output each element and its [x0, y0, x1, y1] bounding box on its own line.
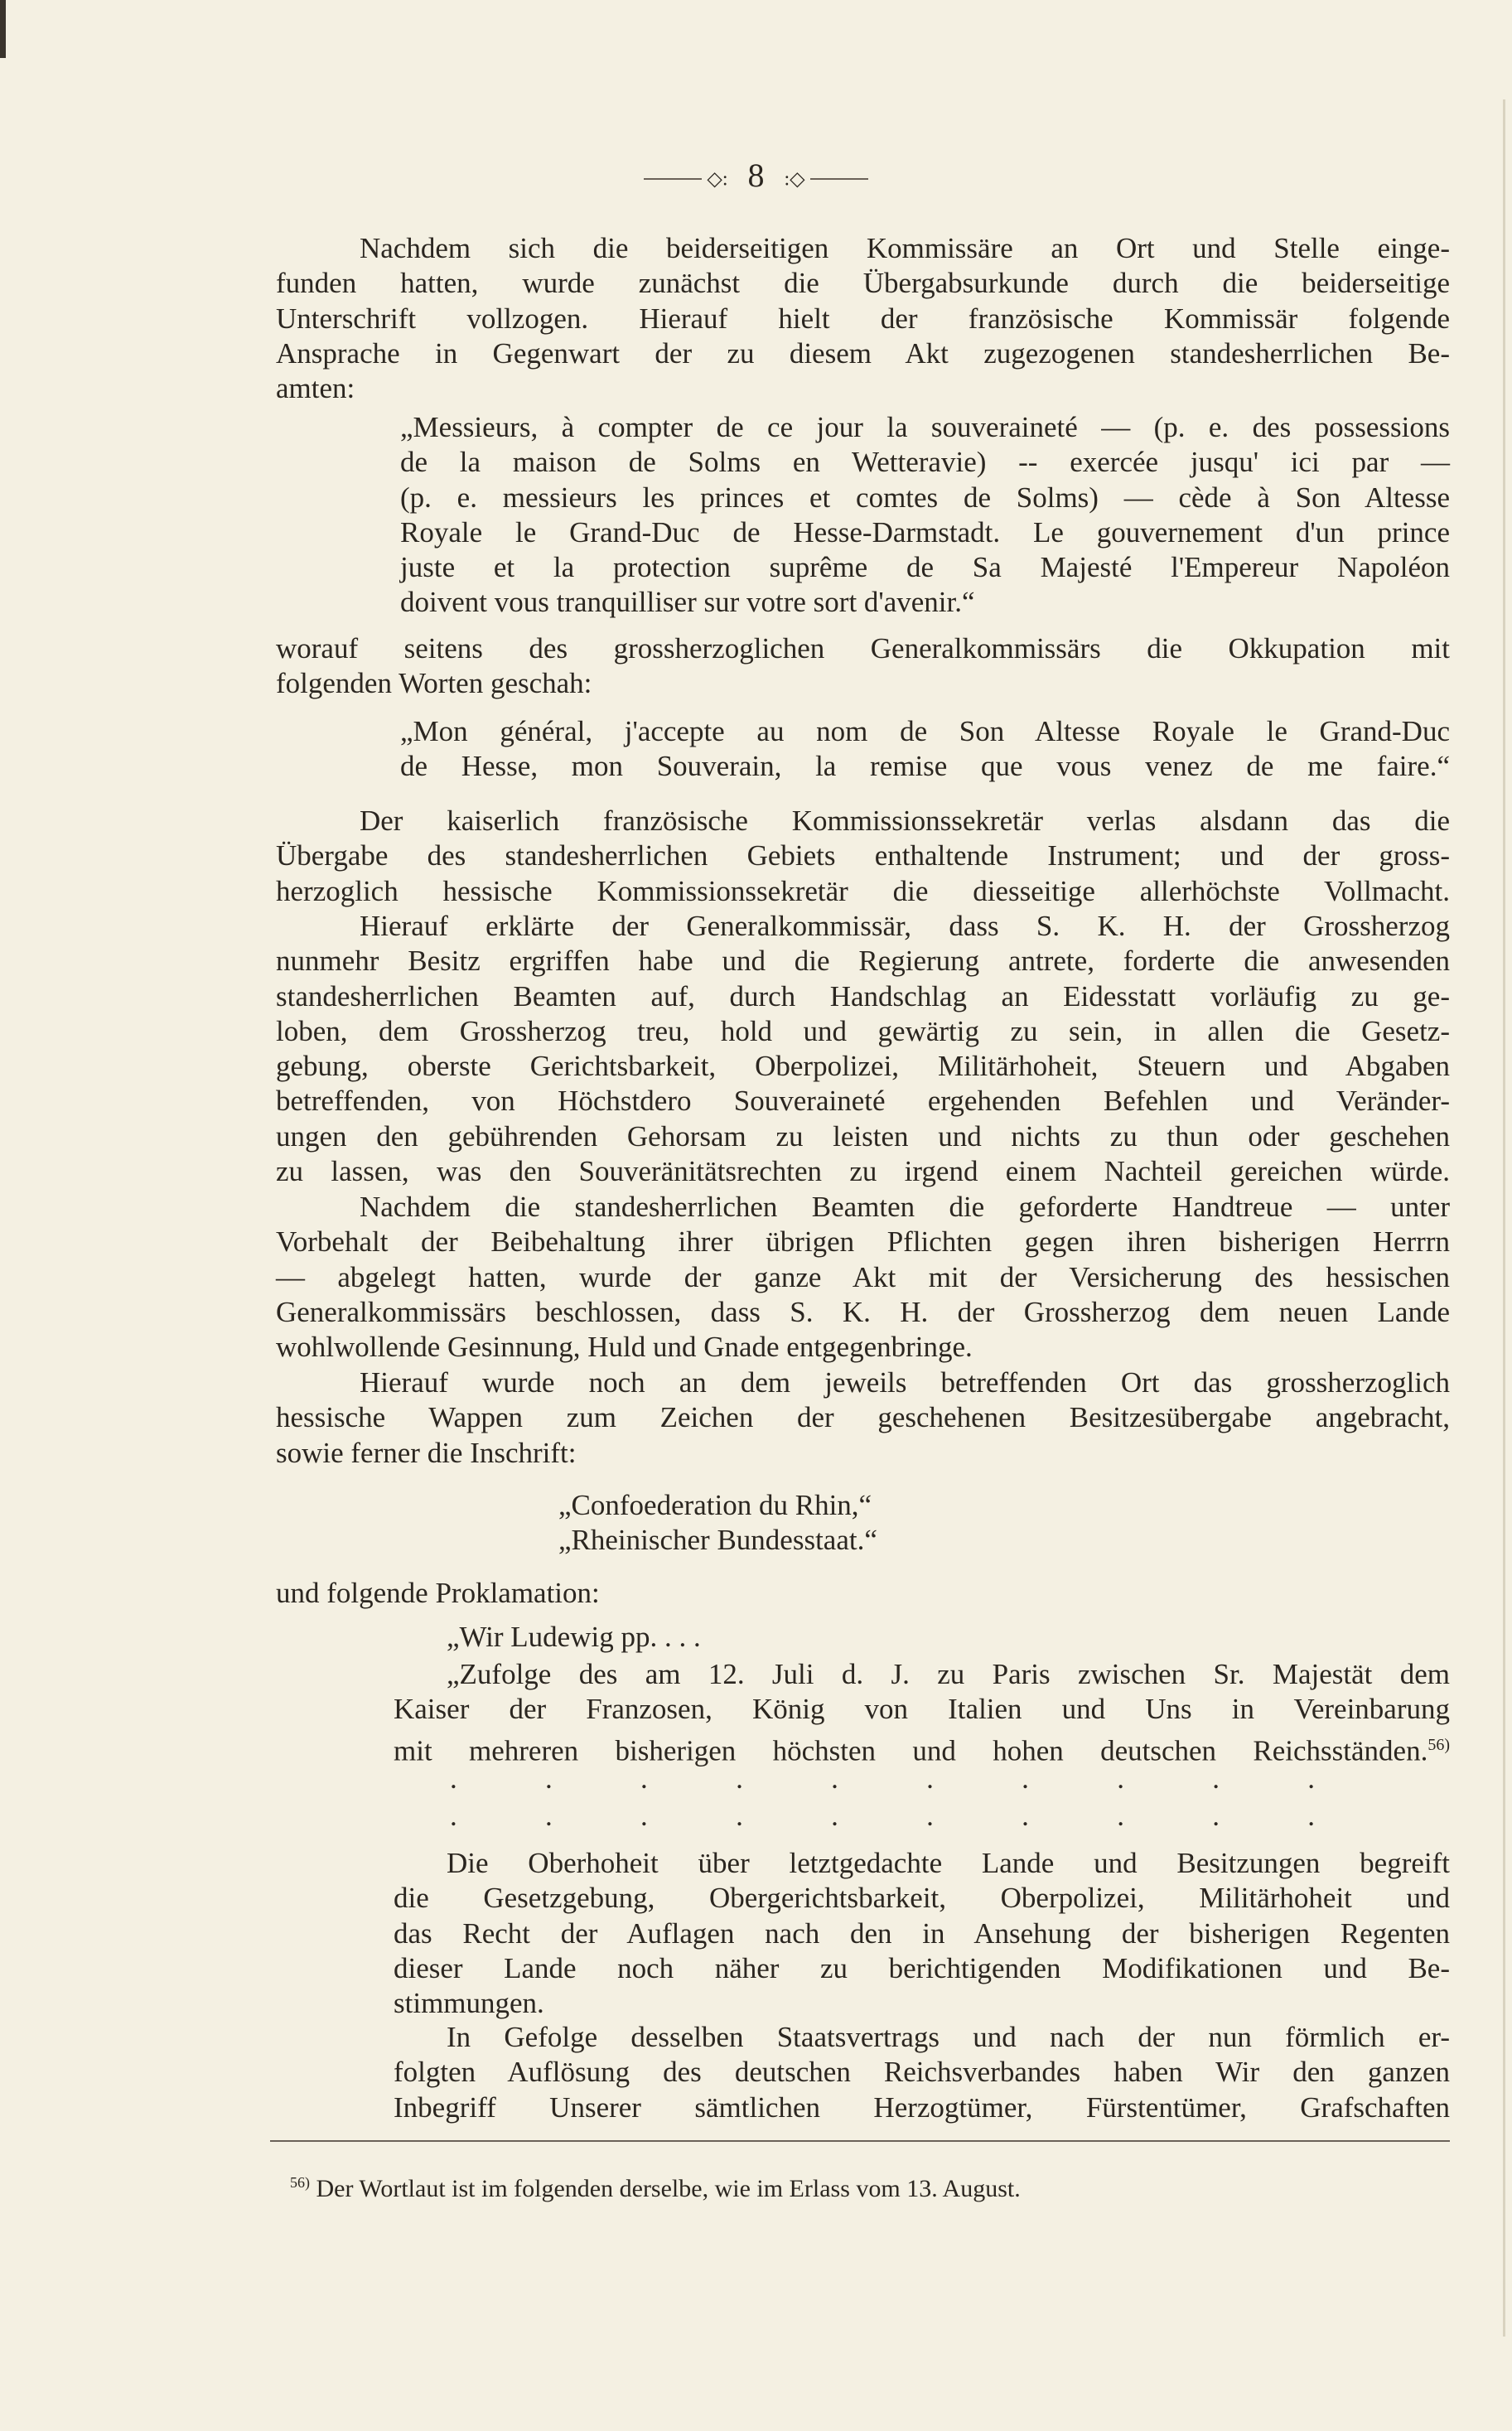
text-line: [400, 515, 1450, 550]
footnote-reference[interactable]: 56): [1427, 1735, 1450, 1754]
text-line: [400, 481, 1450, 515]
line-text: de Hesse, mon Souverain, la remise que vous venez de me faire.“: [400, 750, 1450, 783]
proclamation-opening: [394, 1620, 1450, 1655]
paragraph-5: [276, 1190, 1450, 1365]
text-line: [394, 1657, 1450, 1692]
text-line: [276, 1119, 1450, 1154]
line-text: Hierauf erklärte der Generalkommissär, dass S. K. H. der Grossherzog: [360, 910, 1450, 942]
line-text: loben, dem Grossherzog treu, hold und gewärtig zu sein, in allen die Gesetz-: [276, 1014, 1450, 1047]
text-line: [394, 1881, 1450, 1916]
line-text: „Wir Ludewig pp. . . .: [447, 1621, 701, 1653]
paragraph-2: [276, 631, 1450, 702]
proclamation-text: [394, 1657, 1450, 1767]
text-line: [276, 1365, 1450, 1400]
paragraph-4: [276, 909, 1450, 1189]
line-text: das Recht der Auflagen nach den in Ansehung der bisherigen Regenten: [394, 1916, 1450, 1950]
line-text: Nachdem sich die beiderseitigen Kommissäre an Ort und Stelle einge-: [360, 232, 1450, 264]
text-line: [394, 2055, 1450, 2090]
ornament-right: :◇: [784, 168, 805, 191]
text-line: [276, 371, 1450, 406]
text-line: [276, 1084, 1450, 1119]
text-line: [394, 1916, 1450, 1951]
paragraph-1: [276, 231, 1450, 406]
text-line: [276, 1436, 1450, 1471]
paragraph-3: [276, 804, 1450, 909]
text-line: [276, 874, 1450, 909]
text-line: [394, 1728, 1450, 1767]
text-line: [276, 1295, 1450, 1330]
text-line: [394, 2090, 1450, 2125]
text-line: [394, 1846, 1450, 1881]
line-text: standesherrlichen Beamten auf, durch Handschlag an Eidesstatt vorläufig zu ge-: [276, 979, 1450, 1013]
text-line: [558, 1488, 1221, 1523]
line-text: „Zufolge des am 12. Juli d. J. zu Paris zwischen Sr. Majestät dem: [447, 1658, 1450, 1690]
text-line: [276, 944, 1450, 979]
line-text: nunmehr Besitz ergriffen habe und die Regierung antrete, forderte die anwesenden: [276, 945, 1450, 978]
paragraph-8: [394, 1846, 1450, 2021]
ornament-left: ◇:: [707, 168, 728, 191]
footnote-rule: [270, 2140, 1450, 2142]
line-text: worauf seitens des grossherzoglichen Generalkommissärs die Okkupation mit: [276, 632, 1450, 665]
page-header: [0, 156, 1512, 195]
line-text: „Mon général, j'accepte au nom de Son Altesse Royale le Grand-Duc: [400, 715, 1450, 747]
line-text: folgten Auflösung des deutschen Reichsverbandes haben Wir den ganzen: [394, 2056, 1450, 2089]
text-line: [276, 1225, 1450, 1259]
text-line: [276, 1154, 1450, 1189]
line-text: folgenden Worten geschah:: [276, 667, 592, 700]
header-rule: [644, 178, 702, 180]
line-text: die Gesetzgebung, Obergerichtsbarkeit, Oberpolizei, Militärhoheit und: [394, 1882, 1450, 1915]
line-text: wohlwollende Gesinnung, Huld und Gnade entgegenbringe.: [276, 1331, 973, 1364]
text-line: [276, 1330, 1450, 1365]
page-edge-right: [1503, 99, 1505, 2337]
text-line: [276, 302, 1450, 336]
ellipsis-row: . . . . . . . . . .: [450, 1762, 1315, 1795]
line-text: betreffenden, von Höchstdero Souveraineté ergehenden Befehlen und Veränder-: [276, 1085, 1450, 1118]
text-line: [400, 714, 1450, 749]
line-text: de la maison de Solms en Wetteravie) -- exercée jusqu' ici par —: [400, 446, 1450, 479]
text-line: [276, 1260, 1450, 1295]
line-text: Die Oberhoheit über letztgedachte Lande und Besitzungen begreift: [447, 1847, 1450, 1879]
text-line: [276, 666, 1450, 701]
text-line: [276, 804, 1450, 839]
line-text: doivent vous tranquilliser sur votre sort d'avenir.“: [400, 586, 975, 619]
quote-general: [400, 714, 1450, 785]
paragraph-9: [394, 2020, 1450, 2125]
line-text: stimmungen.: [394, 1987, 544, 2020]
line-text: hessische Wappen zum Zeichen der geschehenen Besitzesübergabe angebracht,: [276, 1401, 1450, 1434]
line-text: Der kaiserlich französische Kommissionssekretär verlas alsdann das die: [360, 805, 1450, 837]
line-text: dieser Lande noch näher zu berichtigenden Modifikationen und Be-: [394, 1951, 1450, 1984]
text-line: [276, 1049, 1450, 1084]
text-line: [276, 839, 1450, 873]
line-text: „Confoederation du Rhin,“: [558, 1489, 872, 1521]
text-line: [276, 909, 1450, 944]
line-text: Unterschrift vollzogen. Hierauf hielt der französische Kommissär folgende: [276, 302, 1450, 335]
line-text: zu lassen, was den Souveränitätsrechten zu irgend einem Nachteil gereichen würde.: [276, 1155, 1450, 1188]
line-text: In Gefolge desselben Staatsvertrags und nach der nun förmlich er-: [447, 2021, 1450, 2053]
line-text: amten:: [276, 372, 355, 405]
line-text: Generalkommissärs beschlossen, dass S. K. H. der Grossherzog dem neuen Lande: [276, 1295, 1450, 1328]
line-text: Nachdem die standesherrlichen Beamten die geforderte Handtreue — unter: [360, 1191, 1450, 1223]
line-text: Hierauf wurde noch an dem jeweils betreffenden Ort das grossherzoglich: [360, 1366, 1450, 1399]
line-text: funden hatten, wurde zunächst die Übergabsurkunde durch die beiderseitige: [276, 267, 1450, 300]
line-text: gebung, oberste Gerichtsbarkeit, Oberpolizei, Militärhoheit, Steuern und Abgaben: [276, 1050, 1450, 1083]
line-text: Ansprache in Gegenwart der zu diesem Akt zugezogenen standesherrlichen Be-: [276, 336, 1450, 370]
line-text: — abgelegt hatten, wurde der ganze Akt mit der Versicherung des hessischen: [276, 1260, 1450, 1293]
footnote-text: Der Wortlaut ist im folgenden derselbe, wie im Erlass vom 13. August.: [316, 2175, 1021, 2202]
text-line: [276, 336, 1450, 371]
footnote-marker: 56): [290, 2174, 310, 2191]
text-line: [400, 445, 1450, 480]
text-line: [394, 1692, 1450, 1727]
text-line: [400, 550, 1450, 585]
text-line: [558, 1523, 1221, 1558]
text-line: [394, 1986, 1450, 2021]
text-line: [400, 410, 1450, 445]
text-line: [276, 979, 1450, 1014]
line-text: Royale le Grand-Duc de Hesse-Darmstadt. Le gouvernement d'un prince: [400, 515, 1450, 549]
line-text: ungen den gebührenden Gehorsam zu leisten und nichts zu thun oder geschehen: [276, 1119, 1450, 1153]
line-text: und folgende Proklamation:: [276, 1577, 600, 1609]
text-line: [276, 266, 1450, 301]
paragraph-7: [276, 1576, 1450, 1611]
line-text: Vorbehalt der Beibehaltung ihrer übrigen Pflichten gegen ihren bisherigen Herrrn: [276, 1225, 1450, 1259]
line-text: Inbegriff Unserer sämtlichen Herzogtümer, Fürstentümer, Grafschaften: [394, 2090, 1450, 2124]
line-text: Übergabe des standesherrlichen Gebiets enthaltende Instrument; und der gross-: [276, 839, 1450, 872]
text-line: [394, 1951, 1450, 1986]
text-line: [276, 1576, 1450, 1611]
text-line: [276, 1190, 1450, 1225]
line-text: mit mehreren bisherigen höchsten und hohen deutschen Reichsständen.: [394, 1734, 1428, 1767]
paragraph-6: [276, 1365, 1450, 1471]
line-text: Kaiser der Franzosen, König von Italien und Uns in Vereinbarung: [394, 1693, 1450, 1726]
line-text: (p. e. messieurs les princes et comtes de Solms) — cède à Son Altesse: [400, 481, 1450, 514]
text-line: [276, 1400, 1450, 1435]
text-line: [400, 749, 1450, 784]
text-line: [276, 1014, 1450, 1049]
quote-french-commissioner: [400, 410, 1450, 621]
line-text: sowie ferner die Inschrift:: [276, 1436, 577, 1469]
line-text: „Rheinischer Bundesstaat.“: [558, 1524, 877, 1557]
line-text: herzoglich hessische Kommissionssekretär die diesseitige allerhöchste Vollmacht.: [276, 874, 1450, 907]
text-line: [394, 2020, 1450, 2055]
footnote: [290, 2166, 1021, 2206]
line-text: „Messieurs, à compter de ce jour la souveraineté — (p. e. des possessions: [400, 411, 1450, 443]
header-rule: [810, 178, 868, 180]
ellipsis-row: . . . . . . . . . .: [450, 1800, 1315, 1832]
text-line: [276, 631, 1450, 666]
line-text: juste et la protection suprême de Sa Majesté l'Empereur Napoléon: [400, 551, 1450, 584]
page-number: 8: [747, 157, 765, 194]
text-line: [394, 1620, 1450, 1655]
text-line: [400, 585, 1450, 620]
inscription: [558, 1488, 1221, 1559]
text-line: [276, 231, 1450, 266]
page-edge: [0, 0, 6, 58]
